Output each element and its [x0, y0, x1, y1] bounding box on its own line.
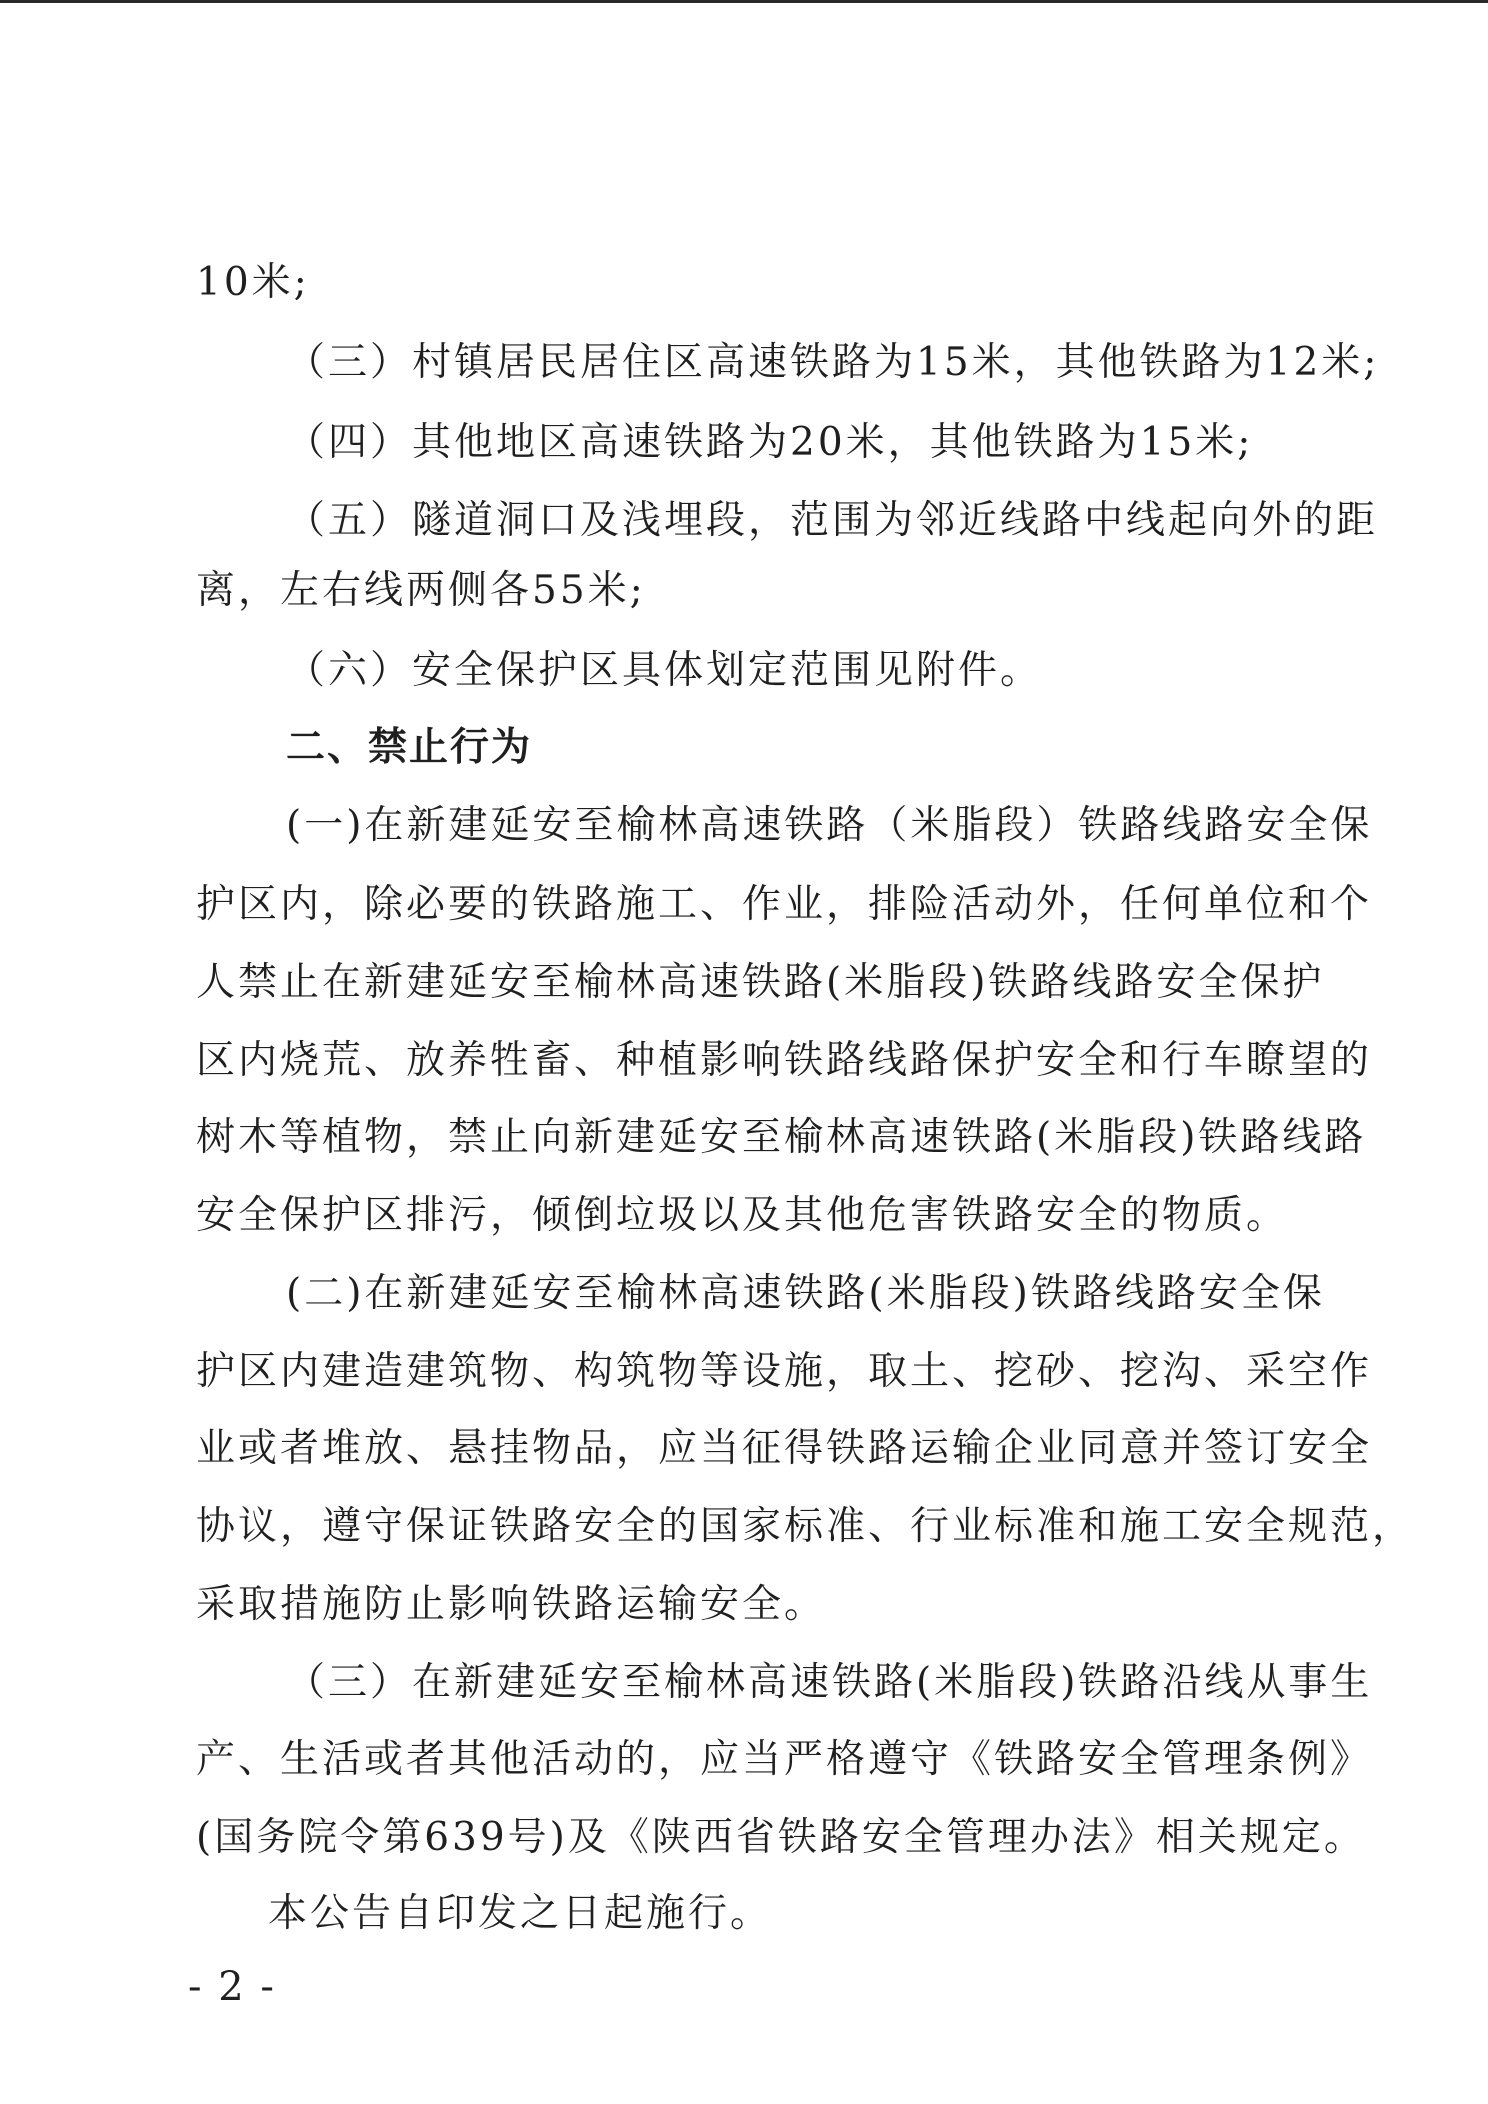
text-line: 业或者堆放、悬挂物品，应当征得铁路运输企业同意并签订安全: [196, 1426, 1373, 1471]
text-line: （六）安全保护区具体划定范围见附件。: [286, 648, 1043, 693]
text-line: 采取措施防止影响铁路运输安全。: [196, 1582, 827, 1627]
text-line: 本公告自印发之日起施行。: [268, 1891, 773, 1936]
text-line: 协议，遵守保证铁路安全的国家标准、行业标准和施工安全规范，: [196, 1504, 1415, 1549]
text-line: (一)在新建延安至榆林高速铁路（米脂段）铁路线路安全保: [286, 803, 1373, 848]
text-line: 10米;: [196, 260, 310, 305]
text-line: 产、生活或者其他活动的，应当严格遵守《铁路安全管理条例》: [196, 1737, 1373, 1782]
section-heading: 二、禁止行为: [286, 725, 533, 770]
text-line: （三）在新建延安至榆林高速铁路(米脂段)铁路沿线从事生: [286, 1660, 1373, 1705]
text-line: 护区内建造建筑物、构筑物等设施，取土、挖砂、挖沟、采空作: [196, 1349, 1373, 1394]
text-line: (国务院令第639号)及《陕西省铁路安全管理办法》相关规定。: [196, 1815, 1366, 1860]
page-number: - 2 -: [188, 1964, 276, 2010]
text-line: 安全保护区排污，倾倒垃圾以及其他危害铁路安全的物质。: [196, 1193, 1289, 1238]
text-line: （五）隧道洞口及浅埋段，范围为邻近线路中线起向外的距: [286, 498, 1379, 543]
text-line: 离，左右线两侧各55米;: [196, 568, 646, 613]
text-line: 护区内，除必要的铁路施工、作业，排险活动外，任何单位和个: [196, 882, 1373, 927]
text-line: （三）村镇居民居住区高速铁路为15米，其他铁路为12米;: [286, 340, 1380, 385]
text-line: 区内烧荒、放养牲畜、种植影响铁路线路保护安全和行车瞭望的: [196, 1038, 1373, 1083]
text-line: （四）其他地区高速铁路为20米，其他铁路为15米;: [286, 420, 1254, 465]
text-line: 人禁止在新建延安至榆林高速铁路(米脂段)铁路线路安全保护: [196, 960, 1325, 1005]
text-line: (二)在新建延安至榆林高速铁路(米脂段)铁路线路安全保: [286, 1271, 1325, 1316]
text-line: 树木等植物，禁止向新建延安至榆林高速铁路(米脂段)铁路线路: [196, 1115, 1367, 1160]
